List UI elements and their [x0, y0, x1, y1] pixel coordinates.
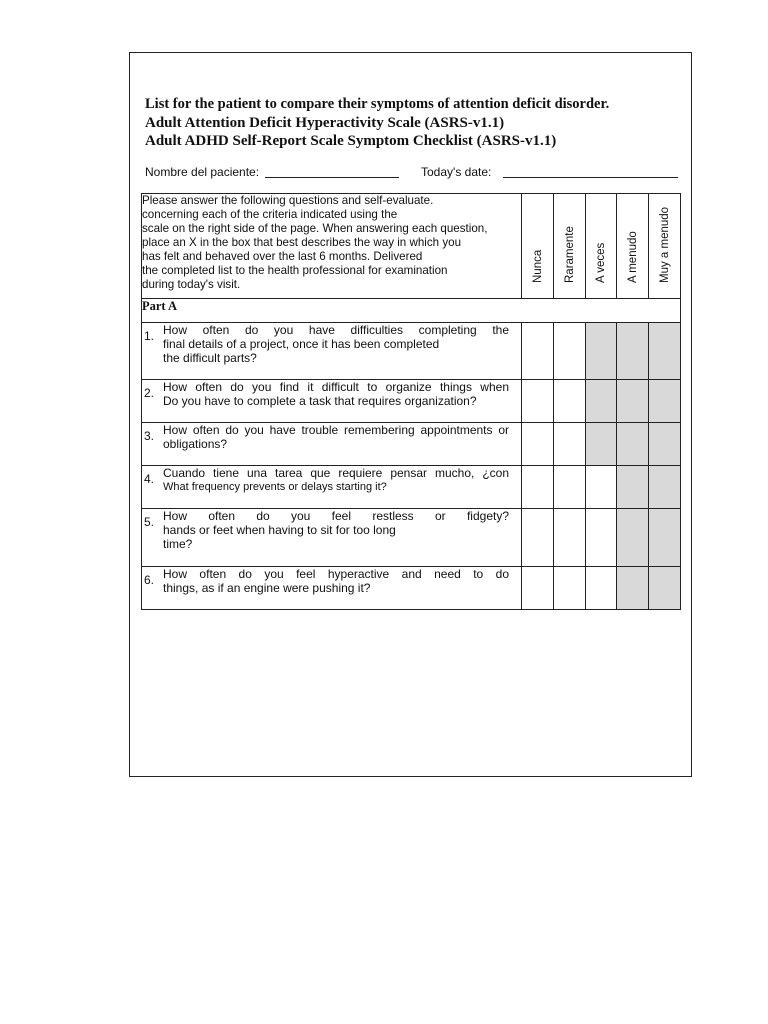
- answer-box[interactable]: [522, 323, 554, 380]
- answer-box[interactable]: [649, 380, 681, 423]
- question-number: 2.: [144, 386, 155, 400]
- question-row: [142, 423, 681, 466]
- answer-box[interactable]: [522, 509, 554, 567]
- question-continuation: hands or feet when having to sit for too long time?: [163, 523, 396, 551]
- answer-box[interactable]: [617, 509, 649, 567]
- answer-box[interactable]: [617, 567, 649, 610]
- answer-box[interactable]: [522, 423, 554, 466]
- question-row: [142, 567, 681, 610]
- question-number: 3.: [144, 429, 155, 443]
- answer-box[interactable]: [617, 423, 649, 466]
- part-a-label: Part A: [142, 299, 681, 323]
- answer-box[interactable]: [649, 567, 681, 610]
- column-header-a-veces: [586, 194, 617, 299]
- question-text-cell: [142, 509, 522, 567]
- answer-box[interactable]: [554, 423, 586, 466]
- column-header-label: A menudo: [626, 231, 639, 283]
- question-number: 1.: [144, 329, 155, 343]
- question-first-line: How often do you feel hyperactive and need to do: [163, 567, 509, 581]
- question-first-line: How often do you have trouble remembering appointments or: [163, 423, 509, 437]
- question-continuation: things, as if an engine were pushing it?: [163, 581, 371, 595]
- answer-box[interactable]: [586, 423, 617, 466]
- answer-box[interactable]: [649, 423, 681, 466]
- document-title-2: Adult Attention Deficit Hyperactivity Scale (ASRS-v1.1): [145, 115, 505, 131]
- column-header-a-menudo: [617, 194, 649, 299]
- question-first-line: How often do you have difficulties completing the: [163, 323, 509, 337]
- question-continuation: obligations?: [163, 437, 228, 451]
- answer-box[interactable]: [617, 380, 649, 423]
- answer-box[interactable]: [617, 466, 649, 509]
- answer-box[interactable]: [586, 323, 617, 380]
- answer-box[interactable]: [586, 567, 617, 610]
- answer-box[interactable]: [586, 466, 617, 509]
- question-first-line: How often do you feel restless or fidgety?: [163, 509, 509, 523]
- instructions-text: Please answer the following questions and self-evaluate. concerning each of the criteria indicated using the scale on the right side of the page. When answering each question, place an X in the box that best describes the way in which you has felt and behaved over the last 6 months. Delivered the completed list to the health professional for examination during today's visit.: [142, 194, 522, 299]
- answer-box[interactable]: [554, 567, 586, 610]
- answer-box[interactable]: [649, 509, 681, 567]
- question-row: [142, 323, 681, 380]
- question-text-cell: [142, 323, 522, 380]
- column-header-muy-a-menudo: [649, 194, 681, 299]
- column-header-nunca: [522, 194, 554, 299]
- question-number: 6.: [144, 573, 155, 587]
- answer-box[interactable]: [586, 509, 617, 567]
- question-text-cell: [142, 567, 522, 610]
- question-number: 4.: [144, 472, 155, 486]
- column-header-raramente: [554, 194, 586, 299]
- document-title-1: List for the patient to compare their symptoms of attention deficit disorder.: [145, 96, 610, 112]
- date-field[interactable]: [503, 177, 678, 178]
- question-continuation: What frequency prevents or delays starting it?: [163, 481, 387, 493]
- answer-box[interactable]: [522, 567, 554, 610]
- answer-box[interactable]: [522, 466, 554, 509]
- column-header-label: A veces: [595, 242, 607, 283]
- answer-box[interactable]: [617, 323, 649, 380]
- patient-name-field[interactable]: [265, 177, 399, 178]
- question-text-cell: [142, 466, 522, 509]
- question-continuation: final details of a project, once it has been completed the difficult parts?: [163, 337, 440, 365]
- question-text-cell: [142, 380, 522, 423]
- answer-box[interactable]: [554, 466, 586, 509]
- question-continuation: Do you have to complete a task that requires organization?: [163, 394, 477, 408]
- questions-body: [142, 323, 681, 610]
- column-header-label: Nunca: [531, 249, 544, 283]
- date-label: Today's date:: [421, 165, 492, 179]
- question-row: [142, 380, 681, 423]
- question-row: [142, 466, 681, 509]
- answer-box[interactable]: [554, 509, 586, 567]
- header-row: [142, 194, 681, 299]
- column-header-label: Raramente: [563, 226, 576, 283]
- symptom-checklist-table: [141, 193, 681, 610]
- column-header-label: Muy a menudo: [658, 206, 671, 283]
- answer-box[interactable]: [554, 323, 586, 380]
- question-row: [142, 509, 681, 567]
- answer-box[interactable]: [522, 380, 554, 423]
- answer-box[interactable]: [586, 380, 617, 423]
- answer-box[interactable]: [649, 323, 681, 380]
- patient-name-label: Nombre del paciente:: [145, 165, 260, 179]
- question-first-line: Cuando tiene una tarea que requiere pensar mucho, ¿con: [163, 466, 509, 480]
- answer-box[interactable]: [554, 380, 586, 423]
- question-number: 5.: [144, 515, 155, 529]
- document-title-3: Adult ADHD Self-Report Scale Symptom Checklist (ASRS-v1.1): [145, 133, 557, 149]
- question-first-line: How often do you find it difficult to organize things when: [163, 380, 509, 394]
- question-text-cell: [142, 423, 522, 466]
- answer-box[interactable]: [649, 466, 681, 509]
- part-row: [142, 299, 681, 323]
